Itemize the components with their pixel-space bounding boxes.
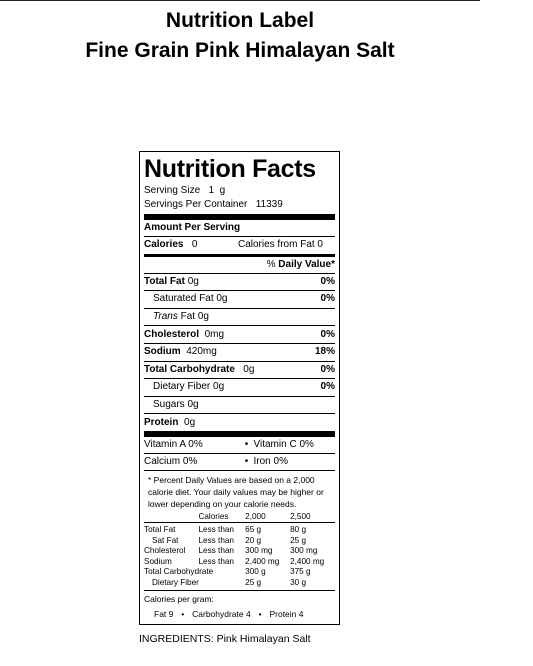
- calories-per-gram-values: [144, 605, 335, 620]
- dv-cell: 80 g: [290, 525, 306, 535]
- nutrient-row-cholesterol: [144, 326, 335, 343]
- nutrient-row-protein: [144, 414, 335, 431]
- daily-value-header: [144, 257, 335, 273]
- nutrition-facts-heading: Nutrition Facts: [144, 155, 316, 183]
- calories-per-gram-label: Calories per gram:: [144, 594, 214, 605]
- top-rule: [0, 0, 480, 1]
- nutrient-amount: Fat 0g: [180, 311, 209, 323]
- dv-cell: Less than: [198, 525, 234, 535]
- dv-cell: 300 mg: [290, 546, 318, 556]
- page-title: Nutrition Label: [165, 9, 315, 32]
- nutrient-amount: 0g: [184, 416, 196, 428]
- nutrition-facts-panel: [139, 151, 340, 625]
- dv-cell: 300 mg: [245, 546, 273, 556]
- dv-table-header: [144, 512, 335, 523]
- carbohydrate-calories: Carbohydrate 4: [192, 609, 251, 620]
- nutrient-row-total-carbohydrate: [144, 362, 335, 379]
- table-row: [144, 546, 335, 557]
- daily-value-reference-table: [144, 512, 335, 589]
- bullet: •: [244, 455, 249, 467]
- table-row: [144, 567, 335, 578]
- product-name: Fine Grain Pink Himalayan Salt: [85, 39, 395, 62]
- dv-cell: Total Carbohydrate: [144, 567, 214, 577]
- nutrient-dv: 0%: [320, 381, 335, 393]
- nutrient-row-total-fat: [144, 274, 335, 291]
- serving-size: Serving Size 1 g: [144, 185, 226, 196]
- nutrient-name: Protein: [144, 416, 179, 428]
- daily-value-footnote: * Percent Daily Values are based on a 2,000 calorie diet. Your daily values may be higher or lower depending on your calorie needs.: [148, 474, 324, 509]
- dv-cell: Dietary Fiber: [152, 577, 199, 587]
- nutrient-row-saturated-fat: [144, 291, 335, 308]
- nutrient-name: Cholesterol: [144, 328, 200, 340]
- nutrient-dv: 0%: [320, 293, 335, 305]
- nutrient-dv: 0%: [320, 328, 335, 340]
- nutrient-amount: 0g: [216, 293, 228, 305]
- dv-cell: 2,000: [245, 511, 266, 521]
- dv-cell: [144, 512, 198, 523]
- nutrient-dv: 0%: [320, 363, 335, 375]
- ingredients-line: INGREDIENTS: Pink Himalayan Salt: [139, 633, 311, 645]
- nutrient-name: Trans: [153, 311, 178, 323]
- nutrient-amount: 0g: [213, 381, 225, 393]
- nutrient-name: Total Carbohydrate: [144, 363, 235, 375]
- vitamin-c: Vitamin C 0%: [253, 438, 314, 450]
- servings-per-container: Servings Per Container 11339: [144, 199, 283, 210]
- nutrient-amount: 0mg: [204, 328, 225, 340]
- table-row: [144, 557, 335, 568]
- dv-cell: Sodium: [144, 556, 172, 566]
- nutrient-dv: 0%: [320, 275, 335, 287]
- nutrient-row-dietary-fiber: [144, 379, 335, 396]
- nutrient-row-sodium: [144, 344, 335, 361]
- dv-cell: Less than: [198, 546, 234, 556]
- dv-cell: Less than: [198, 556, 234, 566]
- table-row: [144, 578, 335, 589]
- calories-label: Calories: [144, 239, 184, 251]
- dv-header-label: Daily Value*: [278, 258, 335, 270]
- nutrient-dv: 18%: [314, 346, 335, 358]
- calcium: Calcium 0%: [144, 455, 198, 467]
- dv-cell: 65 g: [245, 525, 262, 535]
- vitamin-row: [144, 437, 335, 453]
- amount-per-serving: Amount Per Serving: [144, 222, 241, 233]
- dv-cell: 2,400 mg: [245, 556, 280, 566]
- dv-cell: 30 g: [290, 577, 306, 587]
- nutrient-name: Total Fat: [144, 275, 185, 287]
- dv-cell: Total Fat: [144, 525, 176, 535]
- nutrient-name: Sugars: [153, 399, 185, 411]
- nutrient-amount: 0g: [187, 275, 199, 287]
- dv-cell: Less than: [198, 535, 234, 545]
- nutrient-row-trans-fat: [144, 309, 335, 326]
- dv-cell: Calories: [198, 511, 229, 521]
- calories-from-fat: Calories from Fat 0: [237, 239, 323, 251]
- vitamin-a: Vitamin A 0%: [144, 438, 203, 450]
- dv-cell: 375 g: [290, 567, 311, 577]
- nutrient-name: Saturated Fat: [153, 293, 214, 305]
- dv-cell: 25 g: [245, 577, 262, 587]
- table-row: [144, 525, 335, 536]
- calories-value: 0: [191, 239, 198, 251]
- fat-calories: Fat 9: [154, 609, 174, 620]
- bullet: •: [244, 438, 249, 450]
- dv-cell: 2,400 mg: [290, 556, 325, 566]
- bullet: •: [181, 609, 185, 620]
- dv-cell: 2,500: [290, 511, 311, 521]
- iron: Iron 0%: [253, 455, 288, 467]
- nutrient-name: Sodium: [144, 346, 181, 358]
- dv-cell: Sat Fat: [152, 535, 179, 545]
- dv-cell: 300 g: [245, 567, 266, 577]
- nutrient-amount: 0g: [243, 363, 255, 375]
- nutrient-amount: 0g: [187, 399, 199, 411]
- nutrient-row-sugars: [144, 397, 335, 414]
- dv-cell: 20 g: [245, 535, 262, 545]
- nutrient-amount: 420mg: [186, 346, 217, 358]
- dv-percent-sign: %: [266, 258, 276, 270]
- nutrient-name: Dietary Fiber: [153, 381, 211, 393]
- table-row: [144, 536, 335, 547]
- calories-row: [144, 237, 335, 254]
- protein-calories: Protein 4: [269, 609, 304, 620]
- dv-cell: Cholesterol: [144, 546, 186, 556]
- mineral-row: [144, 454, 335, 470]
- dv-cell: 25 g: [290, 535, 306, 545]
- bullet: •: [258, 609, 262, 620]
